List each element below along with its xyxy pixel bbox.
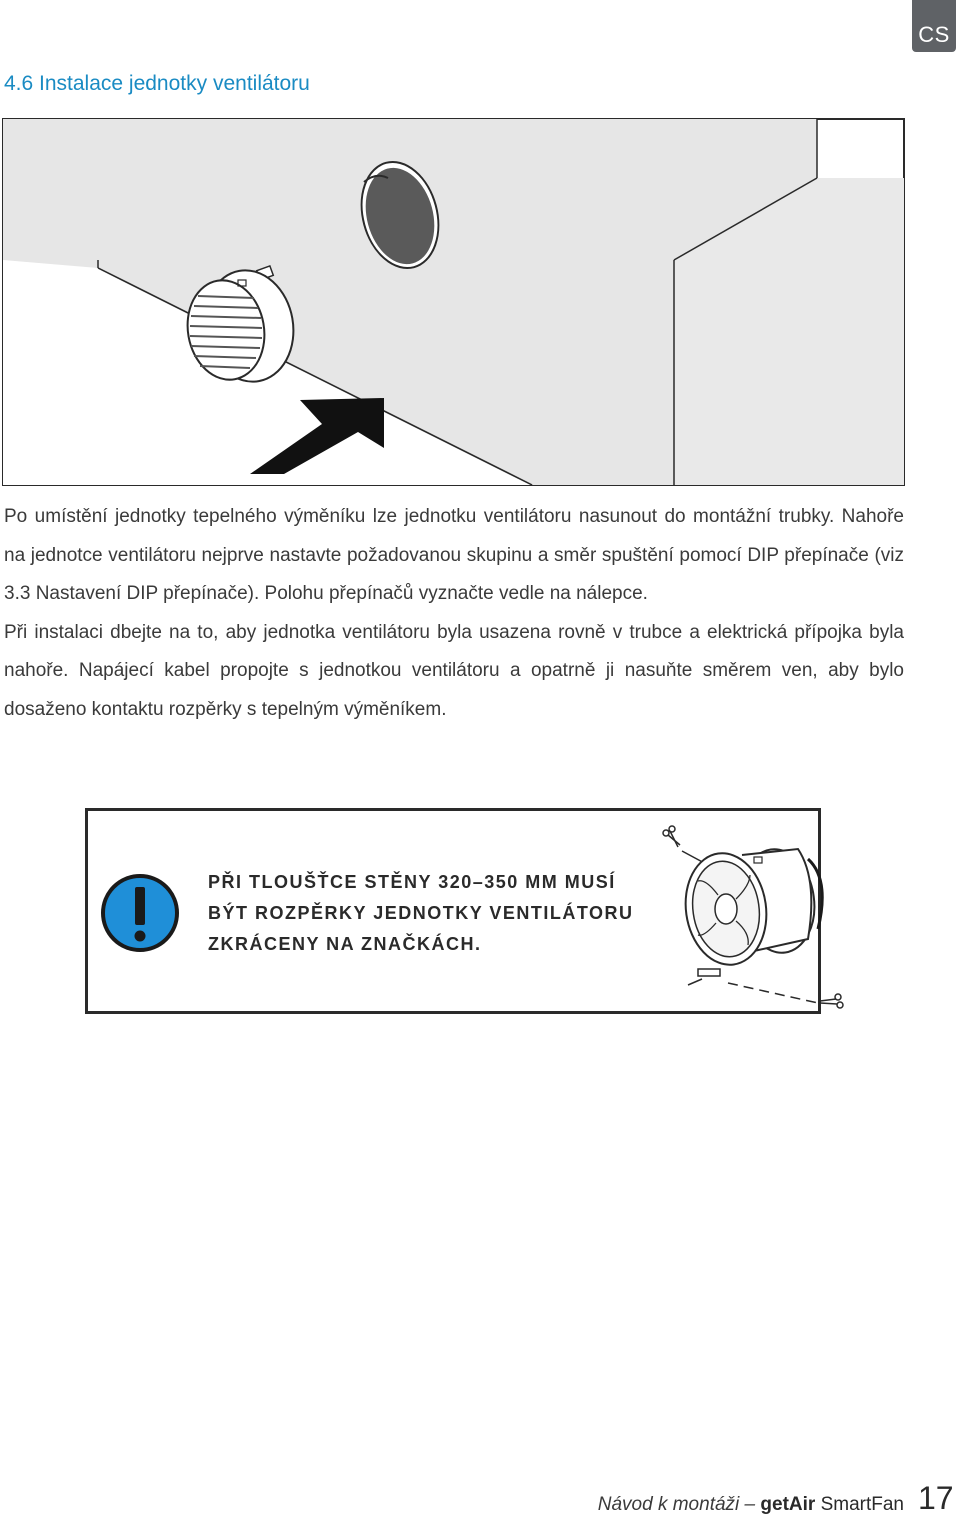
- warning-line-1: PŘI TLOUŠŤCE STĚNY 320–350 MM MUSÍ: [208, 872, 616, 892]
- body-text: [4, 498, 904, 729]
- fan-installation-illustration: [2, 118, 905, 486]
- footer-brand: getAir: [760, 1494, 816, 1515]
- footer: [598, 1494, 904, 1516]
- paragraph-2: Při instalaci dbejte na to, aby jednotka ventilátoru byla usazena rovně v trubce a elektrická přípojka byla nahoře. Napájecí kabel propojte s jednotkou ventilátoru a opatrně ji nasuňte směrem ven, aby bylo dosaženo kontaktu rozpěrky s tepelným výměníkem.: [4, 621, 904, 720]
- section-title: 4.6 Instalace jednotky ventilátoru: [4, 72, 310, 95]
- page-number: 17: [918, 1480, 954, 1516]
- footer-doc-title: Návod k montáži –: [597, 1494, 761, 1515]
- fan-spacer-cut-illustration: [658, 819, 848, 1009]
- warning-line-2: BÝT ROZPĚRKY JEDNOTKY VENTILÁTORU: [208, 903, 634, 923]
- language-tab: CS: [912, 0, 956, 52]
- scissors-icon: [663, 826, 680, 847]
- warning-text: [208, 867, 648, 960]
- footer-product: SmartFan: [815, 1494, 904, 1515]
- warning-box: [85, 808, 821, 1014]
- paragraph-1: Po umístění jednotky tepelného výměníku lze jednotku ventilátoru nasunout do montážní trubky. Nahoře na jednotce ventilátoru nejprve nastavte požadovanou skupinu a směr spuštění pomocí DIP přepínače (viz 3.3 Nastavení DIP přepínače). Polohu přepínačů vyznačte vedle na nálepce.: [4, 506, 904, 604]
- warning-line-3: ZKRÁCENY NA ZNAČKÁCH.: [208, 934, 482, 954]
- exclamation-icon: [100, 873, 180, 953]
